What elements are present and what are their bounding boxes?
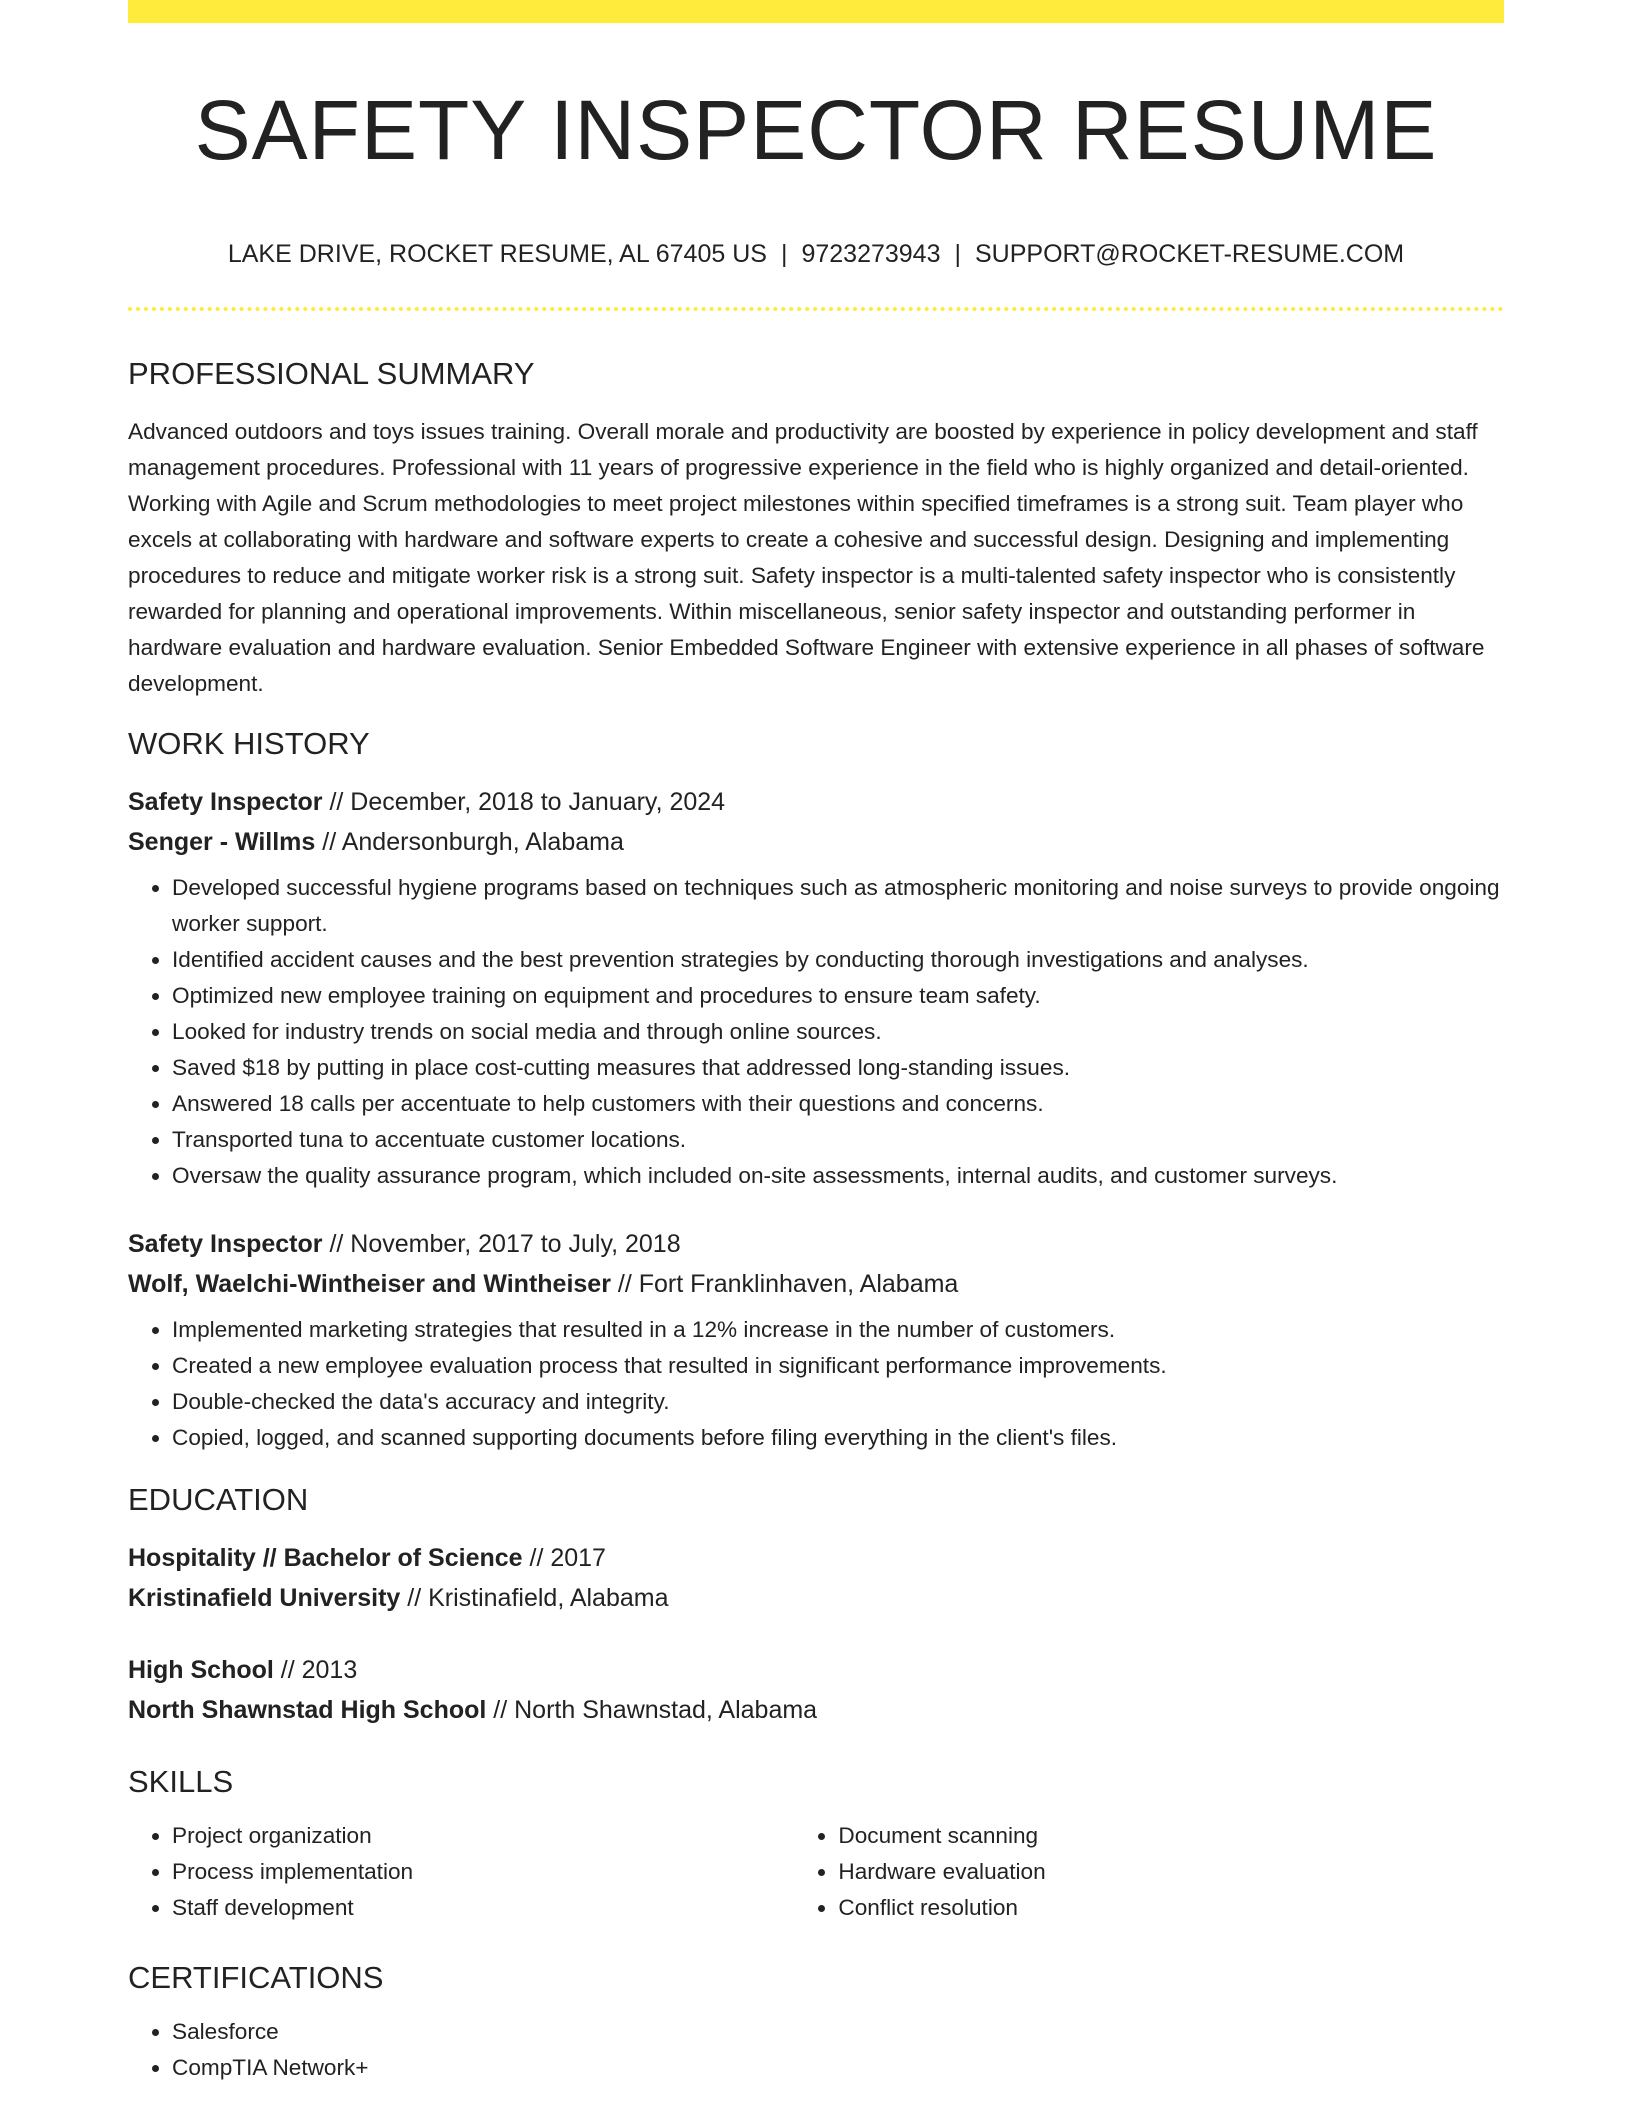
contact-separator: |	[780, 240, 788, 268]
accent-top-bar	[128, 0, 1504, 23]
job-bullet: • Created a new employee evaluation process that resulted in significant performance improvements.	[172, 1348, 1504, 1384]
skills-column-right	[794, 1818, 1504, 1926]
job-bullet: • Transported tuna to accentuate customer locations.	[172, 1122, 1504, 1158]
job-location: // Andersonburgh, Alabama	[315, 828, 624, 856]
job-title-line	[128, 1224, 1504, 1264]
job-bullets	[128, 1312, 1504, 1456]
skill-item: • Hardware evaluation	[838, 1854, 1504, 1890]
contact-line	[128, 236, 1504, 272]
job-title: Safety Inspector	[128, 1230, 323, 1258]
job-company-line	[128, 822, 1504, 862]
education-year: // 2013	[273, 1656, 358, 1684]
contact-phone: 9723273943	[801, 240, 941, 268]
job-bullet: • Identified accident causes and the best prevention strategies by conducting thorough investigations and analyses.	[172, 942, 1504, 978]
job-company-line	[128, 1264, 1504, 1304]
section-heading-work-history: WORK HISTORY	[128, 726, 370, 761]
job-entry	[128, 782, 1504, 1194]
job-location: // Fort Franklinhaven, Alabama	[610, 1270, 959, 1298]
contact-email: SUPPORT@ROCKET-RESUME.COM	[975, 240, 1405, 268]
skill-item: • Project organization	[172, 1818, 794, 1854]
education-degree: Hospitality // Bachelor of Science	[128, 1544, 523, 1572]
job-bullet: • Developed successful hygiene programs based on techniques such as atmospheric monitoring and noise surveys to provide ongoing worker support.	[172, 870, 1504, 942]
section-heading-summary: PROFESSIONAL SUMMARY	[128, 356, 535, 391]
education-school: North Shawnstad High School	[128, 1696, 487, 1724]
job-bullet: • Looked for industry trends on social media and through online sources.	[172, 1014, 1504, 1050]
skill-item: • Conflict resolution	[838, 1890, 1504, 1926]
education-school-line	[128, 1578, 1504, 1618]
section-heading-education: EDUCATION	[128, 1482, 309, 1517]
resume-title: SAFETY INSPECTOR RESUME	[194, 83, 1438, 177]
education-school-line	[128, 1690, 1504, 1730]
education-location: // North Shawnstad, Alabama	[486, 1696, 818, 1724]
resume-body	[128, 352, 1504, 2086]
education-year: // 2017	[522, 1544, 606, 1572]
education-degree-line	[128, 1650, 1504, 1690]
certification-item: • Salesforce	[172, 2014, 1504, 2050]
job-bullets	[128, 870, 1504, 1194]
education-school: Kristinafield University	[128, 1584, 401, 1612]
education-degree: High School	[128, 1656, 274, 1684]
contact-address: LAKE DRIVE, ROCKET RESUME, AL 67405 US	[227, 240, 767, 268]
contact-separator: |	[954, 240, 961, 268]
job-bullet: • Optimized new employee training on equipment and procedures to ensure team safety.	[172, 978, 1504, 1014]
job-bullet: • Answered 18 calls per accentuate to help customers with their questions and concerns.	[172, 1086, 1504, 1122]
job-title: Safety Inspector	[128, 788, 323, 816]
skill-item: • Document scanning	[838, 1818, 1504, 1854]
education-entry	[128, 1650, 1504, 1730]
job-company: Wolf, Waelchi-Wintheiser and Wintheiser	[128, 1270, 611, 1298]
skills-list	[128, 1818, 1504, 1926]
education-location: // Kristinafield, Alabama	[400, 1584, 669, 1612]
job-bullet: • Implemented marketing strategies that resulted in a 12% increase in the number of customers.	[172, 1312, 1504, 1348]
skill-item: • Staff development	[172, 1890, 794, 1926]
job-bullet: • Saved $18 by putting in place cost-cutting measures that addressed long-standing issues.	[172, 1050, 1504, 1086]
job-bullet: • Copied, logged, and scanned supporting documents before filing everything in the client's files.	[172, 1420, 1504, 1456]
skill-item: • Process implementation	[172, 1854, 794, 1890]
job-company: Senger - Willms	[128, 828, 316, 856]
section-heading-skills: SKILLS	[128, 1764, 234, 1799]
education-entry	[128, 1538, 1504, 1618]
dotted-divider	[128, 307, 1504, 311]
job-bullet: • Double-checked the data's accuracy and integrity.	[172, 1384, 1504, 1420]
job-dates: // November, 2017 to July, 2018	[322, 1230, 681, 1258]
job-bullet: • Oversaw the quality assurance program, which included on-site assessments, internal audits, and customer surveys.	[172, 1158, 1504, 1194]
section-heading-certifications: CERTIFICATIONS	[128, 1960, 384, 1995]
job-entry	[128, 1224, 1504, 1456]
skills-column-left	[128, 1818, 794, 1926]
summary-text: Advanced outdoors and toys issues training. Overall morale and productivity are boosted by experience in policy development and staff management procedures. Professional with 11 years of progressive experience in the field who is highly organized and detail-oriented. Working with Agile and Scrum methodologies to meet project milestones within specified timeframes is a strong suit. Team player who excels at collaborating with hardware and software experts to create a cohesive and successful design. Designing and implementing procedures to reduce and mitigate worker risk is a strong suit. Safety inspector is a multi-talented safety inspector who is consistently rewarded for planning and operational improvements. Within miscellaneous, senior safety inspector and outstanding performer in hardware evaluation and hardware evaluation. Senior Embedded Software Engineer with extensive experience in all phases of software development.	[128, 419, 1485, 696]
education-degree-line	[128, 1538, 1504, 1578]
certifications-list	[128, 2014, 1504, 2086]
job-title-line	[128, 782, 1504, 822]
certification-item: • CompTIA Network+	[172, 2050, 1504, 2086]
job-dates: // December, 2018 to January, 2024	[322, 788, 726, 816]
